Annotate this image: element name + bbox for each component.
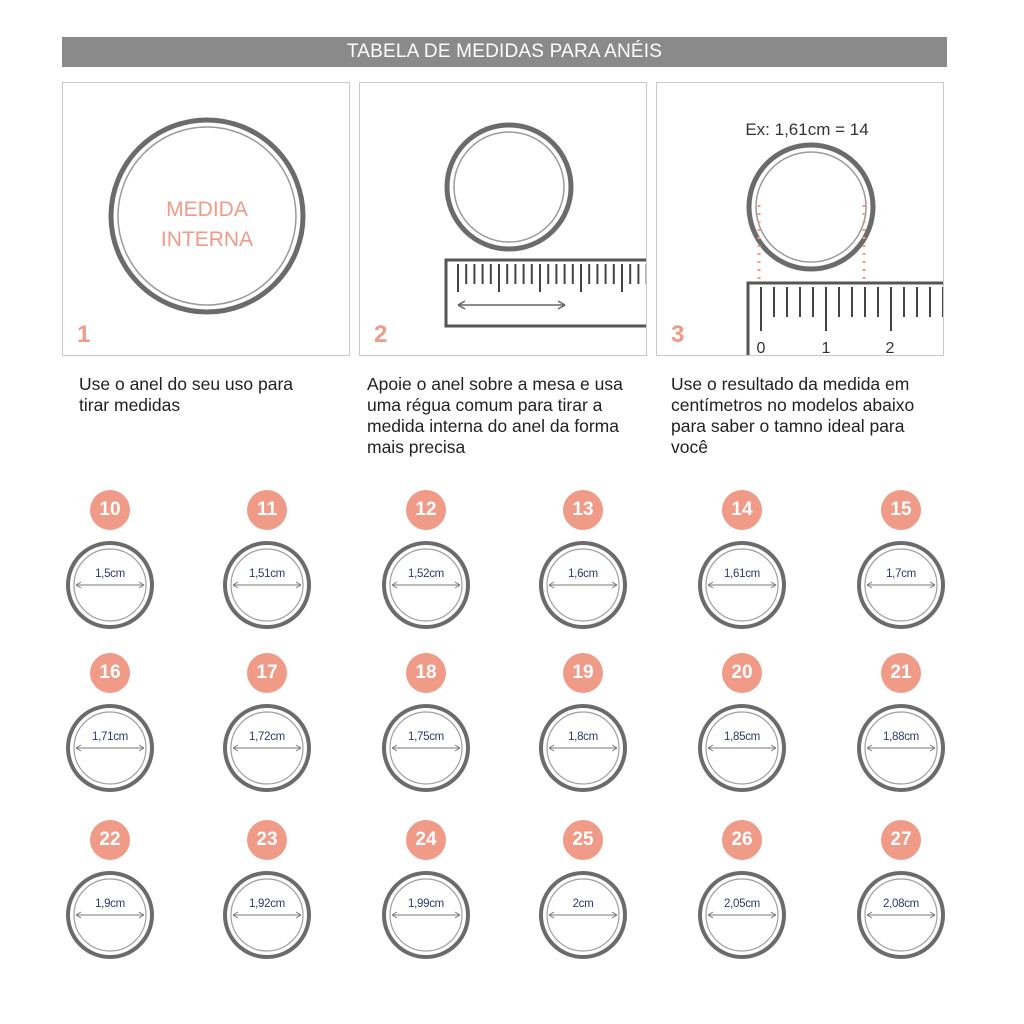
ring-diagram <box>222 870 312 960</box>
size-badge: 14 <box>722 490 762 530</box>
ring-size-item <box>212 820 322 970</box>
ring-size-item <box>371 653 481 803</box>
step-1-caption: Use o anel do seu uso para tirar medidas <box>79 374 294 415</box>
size-measure-label: 1,6cm <box>568 568 598 580</box>
ring-diagram <box>856 703 946 793</box>
ring-size-item <box>846 490 956 640</box>
size-badge: 23 <box>247 820 287 860</box>
size-badge: 24 <box>406 820 446 860</box>
ring-diagram <box>856 870 946 960</box>
size-measure-label: 2,08cm <box>883 898 919 910</box>
size-badge: 25 <box>563 820 603 860</box>
page-title: TABELA DE MEDIDAS PARA ANÉIS <box>62 37 947 67</box>
ring-inner-text-1: MEDIDA <box>166 198 248 221</box>
ring-diagram <box>697 540 787 630</box>
size-badge: 16 <box>90 653 130 693</box>
size-badge: 21 <box>881 653 921 693</box>
size-measure-label: 1,52cm <box>408 568 444 580</box>
size-badge: 22 <box>90 820 130 860</box>
ring-diagram <box>65 703 155 793</box>
size-badge: 12 <box>406 490 446 530</box>
ring-diagram <box>538 703 628 793</box>
size-measure-label: 1,5cm <box>95 568 125 580</box>
ring-size-item <box>687 820 797 970</box>
ring-size-item <box>687 653 797 803</box>
ring-size-item <box>371 820 481 970</box>
ring-inner-text-2: INTERNA <box>160 228 254 251</box>
ring-size-item <box>528 820 638 970</box>
size-measure-label: 1,99cm <box>408 898 444 910</box>
size-measure-label: 1,92cm <box>249 898 285 910</box>
size-measure-label: 1,85cm <box>724 731 760 743</box>
ring-size-item <box>528 653 638 803</box>
size-badge: 15 <box>881 490 921 530</box>
size-badge: 19 <box>563 653 603 693</box>
step-3-caption: Use o resultado da medida em centímetros no modelos abaixo para saber o tamno ideal para você <box>671 374 915 457</box>
ruler-tick-label: 2 <box>885 340 895 357</box>
size-measure-label: 1,61cm <box>724 568 760 580</box>
ring-size-item <box>371 490 481 640</box>
ring-size-item <box>846 653 956 803</box>
step-2-caption: Apoie o anel sobre a mesa e usa uma régua comum para tirar a medida interna do anel da forma mais precisa <box>367 374 623 457</box>
ring-diagram <box>856 540 946 630</box>
ring-diagram <box>222 540 312 630</box>
ring-diagram <box>65 540 155 630</box>
ring-size-item <box>212 653 322 803</box>
size-measure-label: 1,51cm <box>249 568 285 580</box>
size-measure-label: 1,8cm <box>568 731 598 743</box>
step-number: 3 <box>671 321 685 348</box>
ring-diagram <box>381 703 471 793</box>
ring-diagram <box>222 703 312 793</box>
size-badge: 20 <box>722 653 762 693</box>
size-badge: 27 <box>881 820 921 860</box>
ring-diagram <box>65 870 155 960</box>
size-measure-label: 1,75cm <box>408 731 444 743</box>
step-number: 2 <box>374 321 388 348</box>
ring-diagram <box>381 540 471 630</box>
size-measure-label: 2cm <box>572 898 594 910</box>
ring-diagram <box>381 870 471 960</box>
ring-size-item <box>846 820 956 970</box>
example-text: Ex: 1,61cm = 14 <box>745 120 869 139</box>
size-badge: 26 <box>722 820 762 860</box>
ring-size-item <box>212 490 322 640</box>
ring-diagram <box>697 703 787 793</box>
ring-size-item <box>528 490 638 640</box>
ring-diagram <box>697 870 787 960</box>
ring-diagram <box>538 870 628 960</box>
ring-size-item <box>55 653 165 803</box>
size-measure-label: 1,88cm <box>883 731 919 743</box>
step-number: 1 <box>77 321 91 348</box>
ring-size-item <box>55 490 165 640</box>
ring-size-item <box>687 490 797 640</box>
size-badge: 13 <box>563 490 603 530</box>
ruler-tick-label: 1 <box>821 340 831 357</box>
ruler-tick-label: 0 <box>756 340 766 357</box>
size-badge: 10 <box>90 490 130 530</box>
size-measure-label: 1,7cm <box>886 568 916 580</box>
size-badge: 18 <box>406 653 446 693</box>
size-badge: 17 <box>247 653 287 693</box>
ring-diagram <box>538 540 628 630</box>
size-measure-label: 1,9cm <box>95 898 125 910</box>
size-measure-label: 1,71cm <box>92 731 128 743</box>
size-measure-label: 2,05cm <box>724 898 760 910</box>
size-measure-label: 1,72cm <box>249 731 285 743</box>
size-badge: 11 <box>247 490 287 530</box>
ring-size-item <box>55 820 165 970</box>
